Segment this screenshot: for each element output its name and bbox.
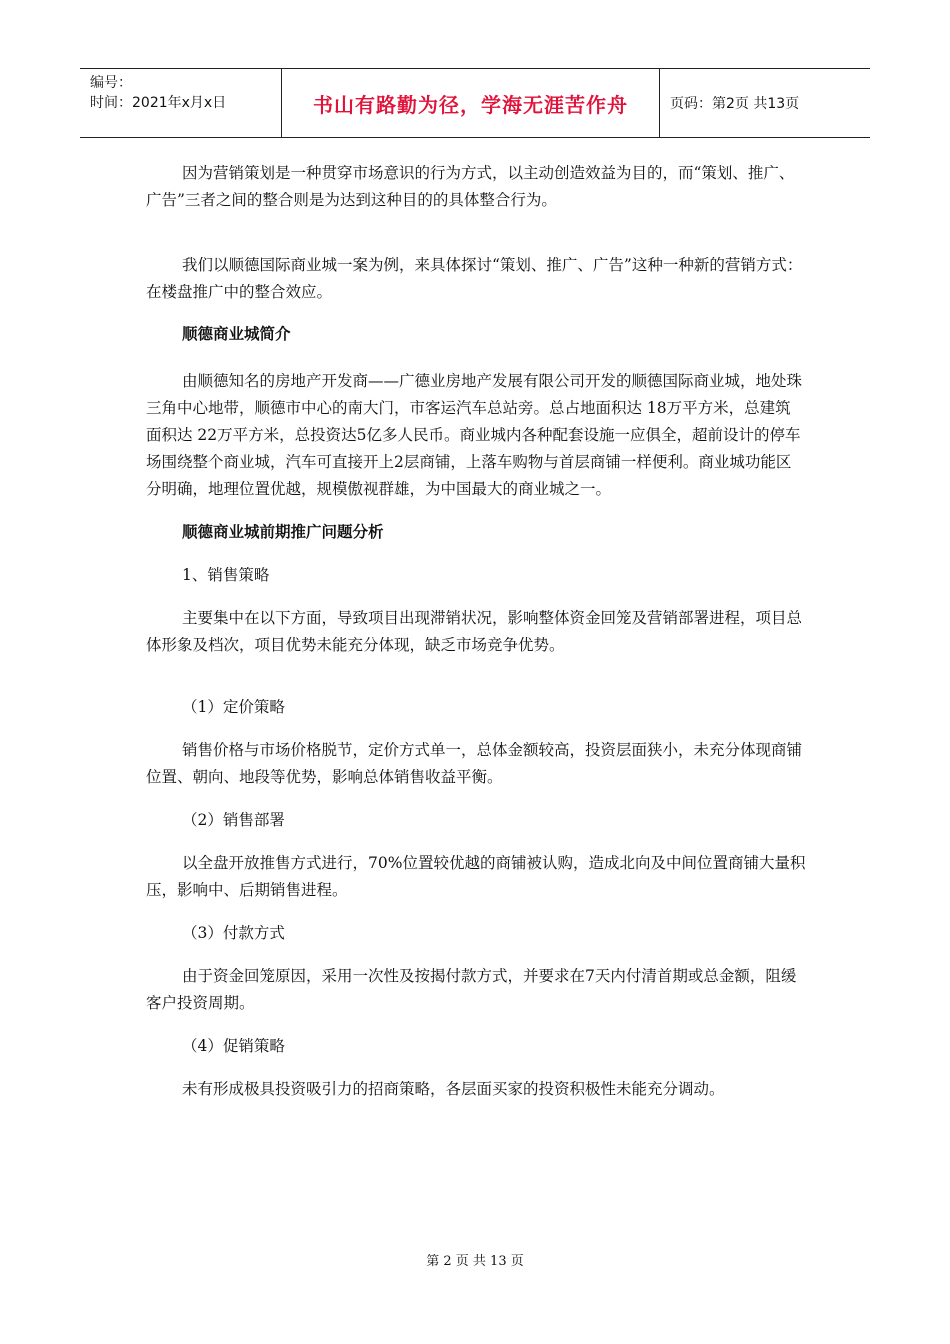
page-footer: 第 2 页 共 13 页 xyxy=(426,1254,524,1269)
paragraph: 因为营销策划是一种贯穿市场意识的行为方式，以主动创造效益为目的，而“策划、推广、广告”三者之间的整合则是为达到这种目的的具体整合行为。 xyxy=(146,164,795,209)
paragraph: 主要集中在以下方面，导致项目出现滞销状况，影响整体资金回笼及营销部署进程，项目总体形象及档次，项目优势未能充分体现，缺乏市场竞争优势。 xyxy=(146,609,803,654)
paragraph: 以全盘开放推售方式进行，70%位置较优越的商铺被认购，造成北向及中间位置商铺大量积压，影响中、后期销售进程。 xyxy=(146,854,806,899)
paragraph: 未有形成极具投资吸引力的招商策略，各层面买家的投资积极性未能充分调动。 xyxy=(182,1080,725,1098)
number-label: 编号： xyxy=(90,75,132,91)
subheading: （1）定价策略 xyxy=(182,698,285,716)
time-label: 时间：2021年x月x日 xyxy=(90,95,227,111)
header-page-info: 页码：第2页 共13页 xyxy=(670,96,800,112)
subheading: 1、销售策略 xyxy=(182,566,270,584)
document-header xyxy=(80,68,870,138)
paragraph: 由顺德知名的房地产开发商——广德业房地产发展有限公司开发的顺德国际商业城，地处珠三角中心地带，顺德市中心的南大门，市客运汽车总站旁。总占地面积达 18万平方米，总建筑面积达 22万平方米，总投资达5亿多人民币。商业城内各种配套设施一应俱全，超前设计的停车场围绕整个商业城，汽车可直接开上2层商铺，上落车购物与首层商铺一样便利。商业城功能区分明确，地理位置优越，规模傲视群雄，为中国最大的商业城之一。 xyxy=(146,372,803,498)
subheading: （2）销售部署 xyxy=(182,811,285,829)
document-body xyxy=(146,160,806,1103)
paragraph: 销售价格与市场价格脱节，定价方式单一，总体金额较高，投资层面狭小，未充分体现商铺位置、朝向、地段等优势，影响总体销售收益平衡。 xyxy=(146,741,803,786)
subheading: （4）促销策略 xyxy=(182,1037,285,1055)
subheading: （3）付款方式 xyxy=(182,924,285,942)
header-meta xyxy=(80,69,282,137)
header-motto-cell xyxy=(282,69,660,137)
paragraph: 由于资金回笼原因，采用一次性及按揭付款方式，并要求在7天内付清首期或总金额，阻缓客户投资周期。 xyxy=(146,967,797,1012)
section-heading: 顺德商业城前期推广问题分析 xyxy=(182,523,384,541)
header-motto: 书山有路勤为径，学海无涯苦作舟 xyxy=(313,92,628,117)
paragraph: 我们以顺德国际商业城一案为例，来具体探讨“策划、推广、广告”这种一种新的营销方式：在楼盘推广中的整合效应。 xyxy=(146,256,803,301)
section-heading: 顺德商业城简介 xyxy=(182,325,291,343)
